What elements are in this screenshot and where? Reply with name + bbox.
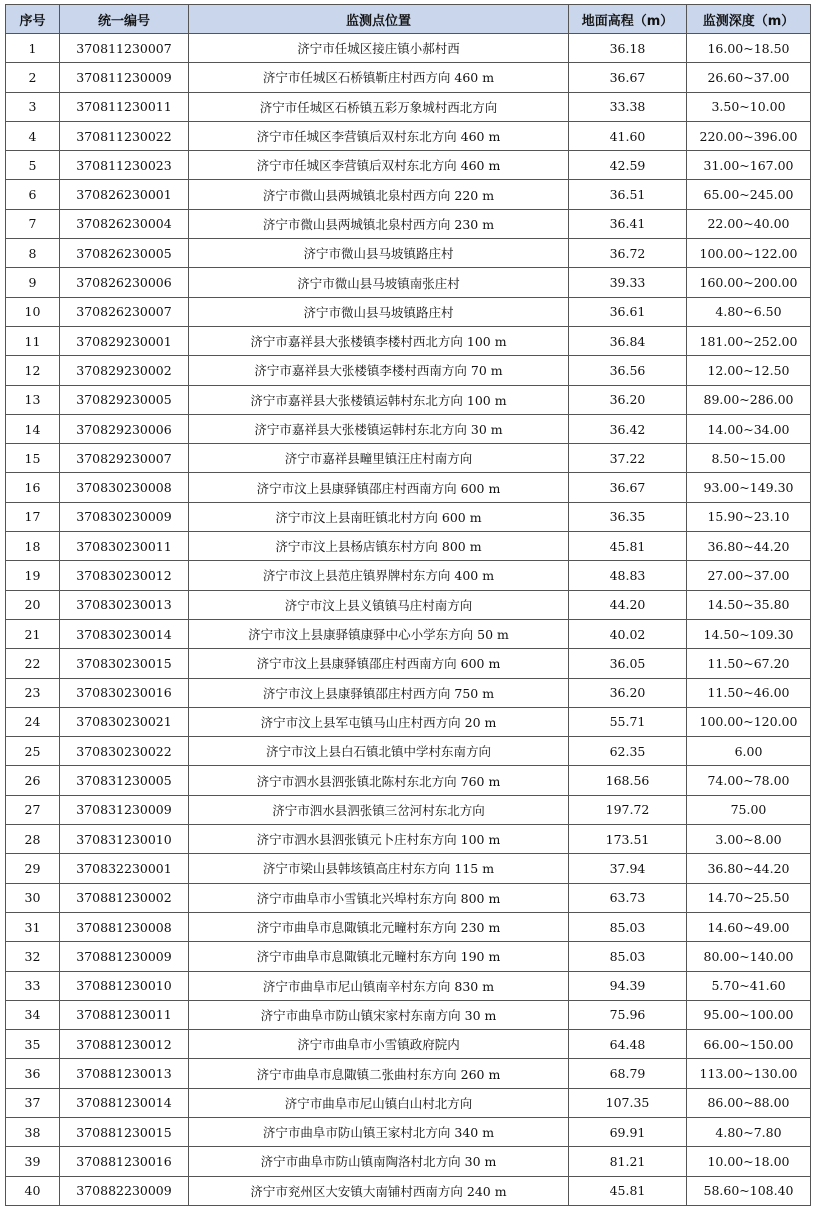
cell-depth: 11.50~67.20 [687, 649, 811, 678]
cell-location: 济宁市任城区李营镇后双村东北方向 460 m [189, 121, 569, 150]
table-row [6, 590, 811, 619]
header-code: 统一编号 [60, 5, 189, 34]
cell-location: 济宁市曲阜市息陬镇二张曲村东方向 260 m [189, 1059, 569, 1088]
cell-seq: 28 [6, 825, 60, 854]
cell-location: 济宁市曲阜市小雪镇政府院内 [189, 1030, 569, 1059]
cell-code: 370831230010 [60, 825, 189, 854]
table-row [6, 883, 811, 912]
cell-code: 370811230009 [60, 63, 189, 92]
cell-elevation: 85.03 [569, 912, 687, 941]
cell-seq: 4 [6, 121, 60, 150]
table-row [6, 297, 811, 326]
cell-depth: 6.00 [687, 737, 811, 766]
cell-seq: 18 [6, 532, 60, 561]
cell-depth: 14.50~35.80 [687, 590, 811, 619]
cell-seq: 33 [6, 971, 60, 1000]
cell-depth: 100.00~120.00 [687, 707, 811, 736]
table-row [6, 1176, 811, 1205]
cell-code: 370830230014 [60, 619, 189, 648]
cell-location: 济宁市曲阜市防山镇南陶洛村北方向 30 m [189, 1147, 569, 1176]
table-row [6, 912, 811, 941]
cell-location: 济宁市曲阜市小雪镇北兴埠村东方向 800 m [189, 883, 569, 912]
table-row [6, 766, 811, 795]
table-row [6, 1117, 811, 1146]
table-row [6, 151, 811, 180]
cell-seq: 35 [6, 1030, 60, 1059]
cell-location: 济宁市兖州区大安镇大南铺村西南方向 240 m [189, 1176, 569, 1205]
cell-seq: 15 [6, 444, 60, 473]
cell-depth: 89.00~286.00 [687, 385, 811, 414]
table-row [6, 502, 811, 531]
cell-seq: 13 [6, 385, 60, 414]
cell-elevation: 36.05 [569, 649, 687, 678]
cell-depth: 65.00~245.00 [687, 180, 811, 209]
table-row [6, 1059, 811, 1088]
table-row [6, 737, 811, 766]
cell-code: 370881230014 [60, 1088, 189, 1117]
cell-elevation: 36.84 [569, 326, 687, 355]
cell-seq: 8 [6, 239, 60, 268]
cell-location: 济宁市嘉祥县大张楼镇李楼村西南方向 70 m [189, 356, 569, 385]
cell-elevation: 36.18 [569, 34, 687, 63]
cell-seq: 1 [6, 34, 60, 63]
cell-elevation: 55.71 [569, 707, 687, 736]
cell-depth: 220.00~396.00 [687, 121, 811, 150]
cell-location: 济宁市嘉祥县大张楼镇运韩村东北方向 100 m [189, 385, 569, 414]
cell-depth: 26.60~37.00 [687, 63, 811, 92]
cell-depth: 10.00~18.00 [687, 1147, 811, 1176]
cell-code: 370881230011 [60, 1000, 189, 1029]
cell-depth: 3.50~10.00 [687, 92, 811, 121]
cell-elevation: 173.51 [569, 825, 687, 854]
cell-elevation: 107.35 [569, 1088, 687, 1117]
cell-code: 370830230013 [60, 590, 189, 619]
cell-seq: 22 [6, 649, 60, 678]
header-elevation: 地面高程（m） [569, 5, 687, 34]
cell-elevation: 44.20 [569, 590, 687, 619]
cell-seq: 3 [6, 92, 60, 121]
header-depth: 监测深度（m） [687, 5, 811, 34]
cell-seq: 25 [6, 737, 60, 766]
table-row [6, 678, 811, 707]
cell-code: 370826230007 [60, 297, 189, 326]
cell-elevation: 75.96 [569, 1000, 687, 1029]
cell-depth: 27.00~37.00 [687, 561, 811, 590]
cell-code: 370826230001 [60, 180, 189, 209]
cell-location: 济宁市嘉祥县大张楼镇李楼村西北方向 100 m [189, 326, 569, 355]
cell-code: 370826230005 [60, 239, 189, 268]
cell-elevation: 94.39 [569, 971, 687, 1000]
cell-depth: 160.00~200.00 [687, 268, 811, 297]
cell-location: 济宁市微山县马坡镇路庄村 [189, 239, 569, 268]
cell-seq: 29 [6, 854, 60, 883]
cell-code: 370826230004 [60, 209, 189, 238]
cell-code: 370881230015 [60, 1117, 189, 1146]
cell-code: 370811230011 [60, 92, 189, 121]
cell-elevation: 39.33 [569, 268, 687, 297]
cell-seq: 21 [6, 619, 60, 648]
cell-location: 济宁市泗水县泗张镇三岔河村东北方向 [189, 795, 569, 824]
cell-seq: 26 [6, 766, 60, 795]
table-row [6, 385, 811, 414]
cell-location: 济宁市汶上县义镇镇马庄村南方向 [189, 590, 569, 619]
cell-code: 370830230015 [60, 649, 189, 678]
cell-elevation: 37.22 [569, 444, 687, 473]
table-row [6, 825, 811, 854]
table-row [6, 92, 811, 121]
table-row [6, 473, 811, 502]
cell-seq: 31 [6, 912, 60, 941]
cell-code: 370882230009 [60, 1176, 189, 1205]
table-row [6, 942, 811, 971]
cell-code: 370881230008 [60, 912, 189, 941]
cell-code: 370881230002 [60, 883, 189, 912]
cell-location: 济宁市微山县两城镇北泉村西方向 230 m [189, 209, 569, 238]
cell-seq: 9 [6, 268, 60, 297]
cell-elevation: 41.60 [569, 121, 687, 150]
cell-code: 370881230013 [60, 1059, 189, 1088]
cell-code: 370881230012 [60, 1030, 189, 1059]
cell-seq: 34 [6, 1000, 60, 1029]
table-row [6, 795, 811, 824]
cell-code: 370830230016 [60, 678, 189, 707]
cell-location: 济宁市任城区李营镇后双村东北方向 460 m [189, 151, 569, 180]
cell-depth: 74.00~78.00 [687, 766, 811, 795]
table-row [6, 619, 811, 648]
cell-elevation: 36.61 [569, 297, 687, 326]
cell-elevation: 45.81 [569, 532, 687, 561]
cell-location: 济宁市汶上县康驿镇邵庄村西南方向 600 m [189, 649, 569, 678]
cell-seq: 27 [6, 795, 60, 824]
cell-elevation: 36.56 [569, 356, 687, 385]
cell-code: 370830230009 [60, 502, 189, 531]
cell-depth: 14.50~109.30 [687, 619, 811, 648]
cell-elevation: 36.51 [569, 180, 687, 209]
cell-code: 370829230006 [60, 414, 189, 443]
cell-elevation: 36.72 [569, 239, 687, 268]
table-row [6, 649, 811, 678]
cell-depth: 75.00 [687, 795, 811, 824]
cell-code: 370830230022 [60, 737, 189, 766]
cell-seq: 40 [6, 1176, 60, 1205]
cell-depth: 11.50~46.00 [687, 678, 811, 707]
table-row [6, 854, 811, 883]
header-row [6, 5, 811, 34]
table-row [6, 561, 811, 590]
cell-code: 370881230016 [60, 1147, 189, 1176]
cell-elevation: 37.94 [569, 854, 687, 883]
cell-location: 济宁市汶上县康驿镇邵庄村西方向 750 m [189, 678, 569, 707]
cell-code: 370832230001 [60, 854, 189, 883]
cell-location: 济宁市汶上县康驿镇邵庄村西南方向 600 m [189, 473, 569, 502]
cell-depth: 4.80~7.80 [687, 1117, 811, 1146]
cell-elevation: 62.35 [569, 737, 687, 766]
table-row [6, 971, 811, 1000]
table-row [6, 1030, 811, 1059]
table-row [6, 532, 811, 561]
cell-elevation: 40.02 [569, 619, 687, 648]
cell-depth: 12.00~12.50 [687, 356, 811, 385]
cell-seq: 11 [6, 326, 60, 355]
cell-code: 370829230005 [60, 385, 189, 414]
cell-location: 济宁市曲阜市防山镇宋家村东南方向 30 m [189, 1000, 569, 1029]
cell-depth: 93.00~149.30 [687, 473, 811, 502]
cell-elevation: 36.35 [569, 502, 687, 531]
cell-code: 370830230008 [60, 473, 189, 502]
table-row [6, 180, 811, 209]
cell-code: 370830230011 [60, 532, 189, 561]
cell-location: 济宁市泗水县泗张镇北陈村东北方向 760 m [189, 766, 569, 795]
table-row [6, 209, 811, 238]
cell-elevation: 36.20 [569, 678, 687, 707]
cell-depth: 66.00~150.00 [687, 1030, 811, 1059]
cell-code: 370811230022 [60, 121, 189, 150]
cell-code: 370811230023 [60, 151, 189, 180]
cell-elevation: 36.42 [569, 414, 687, 443]
cell-elevation: 69.91 [569, 1117, 687, 1146]
table-row [6, 121, 811, 150]
cell-location: 济宁市曲阜市息陬镇北元疃村东方向 230 m [189, 912, 569, 941]
table-row [6, 268, 811, 297]
cell-elevation: 33.38 [569, 92, 687, 121]
cell-code: 370831230009 [60, 795, 189, 824]
cell-seq: 30 [6, 883, 60, 912]
cell-seq: 10 [6, 297, 60, 326]
header-seq: 序号 [6, 5, 60, 34]
cell-depth: 36.80~44.20 [687, 854, 811, 883]
cell-seq: 32 [6, 942, 60, 971]
cell-depth: 15.90~23.10 [687, 502, 811, 531]
cell-location: 济宁市任城区石桥镇五彩万象城村西北方向 [189, 92, 569, 121]
cell-location: 济宁市泗水县泗张镇元卜庄村东方向 100 m [189, 825, 569, 854]
cell-seq: 24 [6, 707, 60, 736]
cell-seq: 19 [6, 561, 60, 590]
cell-location: 济宁市曲阜市防山镇王家村北方向 340 m [189, 1117, 569, 1146]
table-row [6, 326, 811, 355]
cell-seq: 20 [6, 590, 60, 619]
cell-seq: 36 [6, 1059, 60, 1088]
cell-depth: 86.00~88.00 [687, 1088, 811, 1117]
monitoring-points-table [5, 4, 811, 1206]
cell-elevation: 81.21 [569, 1147, 687, 1176]
table-row [6, 1088, 811, 1117]
cell-elevation: 36.67 [569, 473, 687, 502]
table-row [6, 1147, 811, 1176]
cell-location: 济宁市曲阜市息陬镇北元疃村东方向 190 m [189, 942, 569, 971]
cell-code: 370829230002 [60, 356, 189, 385]
cell-depth: 14.70~25.50 [687, 883, 811, 912]
cell-code: 370830230021 [60, 707, 189, 736]
table-row [6, 239, 811, 268]
cell-location: 济宁市汶上县白石镇北镇中学村东南方向 [189, 737, 569, 766]
cell-depth: 8.50~15.00 [687, 444, 811, 473]
cell-code: 370829230001 [60, 326, 189, 355]
cell-code: 370826230006 [60, 268, 189, 297]
cell-depth: 14.00~34.00 [687, 414, 811, 443]
cell-elevation: 36.41 [569, 209, 687, 238]
cell-depth: 14.60~49.00 [687, 912, 811, 941]
cell-location: 济宁市汶上县康驿镇康驿中心小学东方向 50 m [189, 619, 569, 648]
cell-elevation: 64.48 [569, 1030, 687, 1059]
cell-seq: 7 [6, 209, 60, 238]
cell-elevation: 48.83 [569, 561, 687, 590]
table-header [6, 5, 811, 34]
cell-depth: 181.00~252.00 [687, 326, 811, 355]
cell-seq: 2 [6, 63, 60, 92]
table-row [6, 1000, 811, 1029]
cell-depth: 22.00~40.00 [687, 209, 811, 238]
table-body [6, 34, 811, 1206]
cell-seq: 37 [6, 1088, 60, 1117]
cell-depth: 3.00~8.00 [687, 825, 811, 854]
cell-depth: 31.00~167.00 [687, 151, 811, 180]
cell-seq: 23 [6, 678, 60, 707]
cell-code: 370830230012 [60, 561, 189, 590]
cell-depth: 4.80~6.50 [687, 297, 811, 326]
cell-seq: 14 [6, 414, 60, 443]
cell-depth: 36.80~44.20 [687, 532, 811, 561]
cell-seq: 5 [6, 151, 60, 180]
table-row [6, 707, 811, 736]
cell-elevation: 36.67 [569, 63, 687, 92]
cell-location: 济宁市微山县两城镇北泉村西方向 220 m [189, 180, 569, 209]
cell-location: 济宁市梁山县韩垓镇高庄村东方向 115 m [189, 854, 569, 883]
table-row [6, 356, 811, 385]
cell-depth: 113.00~130.00 [687, 1059, 811, 1088]
cell-seq: 16 [6, 473, 60, 502]
cell-elevation: 168.56 [569, 766, 687, 795]
cell-code: 370881230009 [60, 942, 189, 971]
cell-seq: 38 [6, 1117, 60, 1146]
cell-location: 济宁市汶上县军屯镇马山庄村西方向 20 m [189, 707, 569, 736]
cell-elevation: 36.20 [569, 385, 687, 414]
cell-elevation: 42.59 [569, 151, 687, 180]
cell-depth: 95.00~100.00 [687, 1000, 811, 1029]
cell-location: 济宁市汶上县南旺镇北村方向 600 m [189, 502, 569, 531]
cell-location: 济宁市任城区石桥镇靳庄村西方向 460 m [189, 63, 569, 92]
cell-code: 370829230007 [60, 444, 189, 473]
table-row [6, 34, 811, 63]
cell-location: 济宁市微山县马坡镇路庄村 [189, 297, 569, 326]
cell-seq: 12 [6, 356, 60, 385]
cell-depth: 80.00~140.00 [687, 942, 811, 971]
cell-elevation: 63.73 [569, 883, 687, 912]
cell-elevation: 45.81 [569, 1176, 687, 1205]
cell-seq: 39 [6, 1147, 60, 1176]
cell-location: 济宁市嘉祥县疃里镇汪庄村南方向 [189, 444, 569, 473]
cell-code: 370831230005 [60, 766, 189, 795]
cell-code: 370881230010 [60, 971, 189, 1000]
cell-elevation: 197.72 [569, 795, 687, 824]
cell-elevation: 85.03 [569, 942, 687, 971]
cell-depth: 5.70~41.60 [687, 971, 811, 1000]
cell-location: 济宁市汶上县杨店镇东村方向 800 m [189, 532, 569, 561]
cell-seq: 6 [6, 180, 60, 209]
header-location: 监测点位置 [189, 5, 569, 34]
cell-location: 济宁市曲阜市尼山镇南辛村东方向 830 m [189, 971, 569, 1000]
cell-depth: 100.00~122.00 [687, 239, 811, 268]
cell-elevation: 68.79 [569, 1059, 687, 1088]
cell-depth: 58.60~108.40 [687, 1176, 811, 1205]
table-row [6, 63, 811, 92]
cell-seq: 17 [6, 502, 60, 531]
table-row [6, 444, 811, 473]
cell-location: 济宁市任城区接庄镇小郝村西 [189, 34, 569, 63]
cell-location: 济宁市嘉祥县大张楼镇运韩村东北方向 30 m [189, 414, 569, 443]
cell-depth: 16.00~18.50 [687, 34, 811, 63]
cell-location: 济宁市汶上县范庄镇界牌村东方向 400 m [189, 561, 569, 590]
cell-code: 370811230007 [60, 34, 189, 63]
cell-location: 济宁市曲阜市尼山镇白山村北方向 [189, 1088, 569, 1117]
table-row [6, 414, 811, 443]
cell-location: 济宁市微山县马坡镇南张庄村 [189, 268, 569, 297]
